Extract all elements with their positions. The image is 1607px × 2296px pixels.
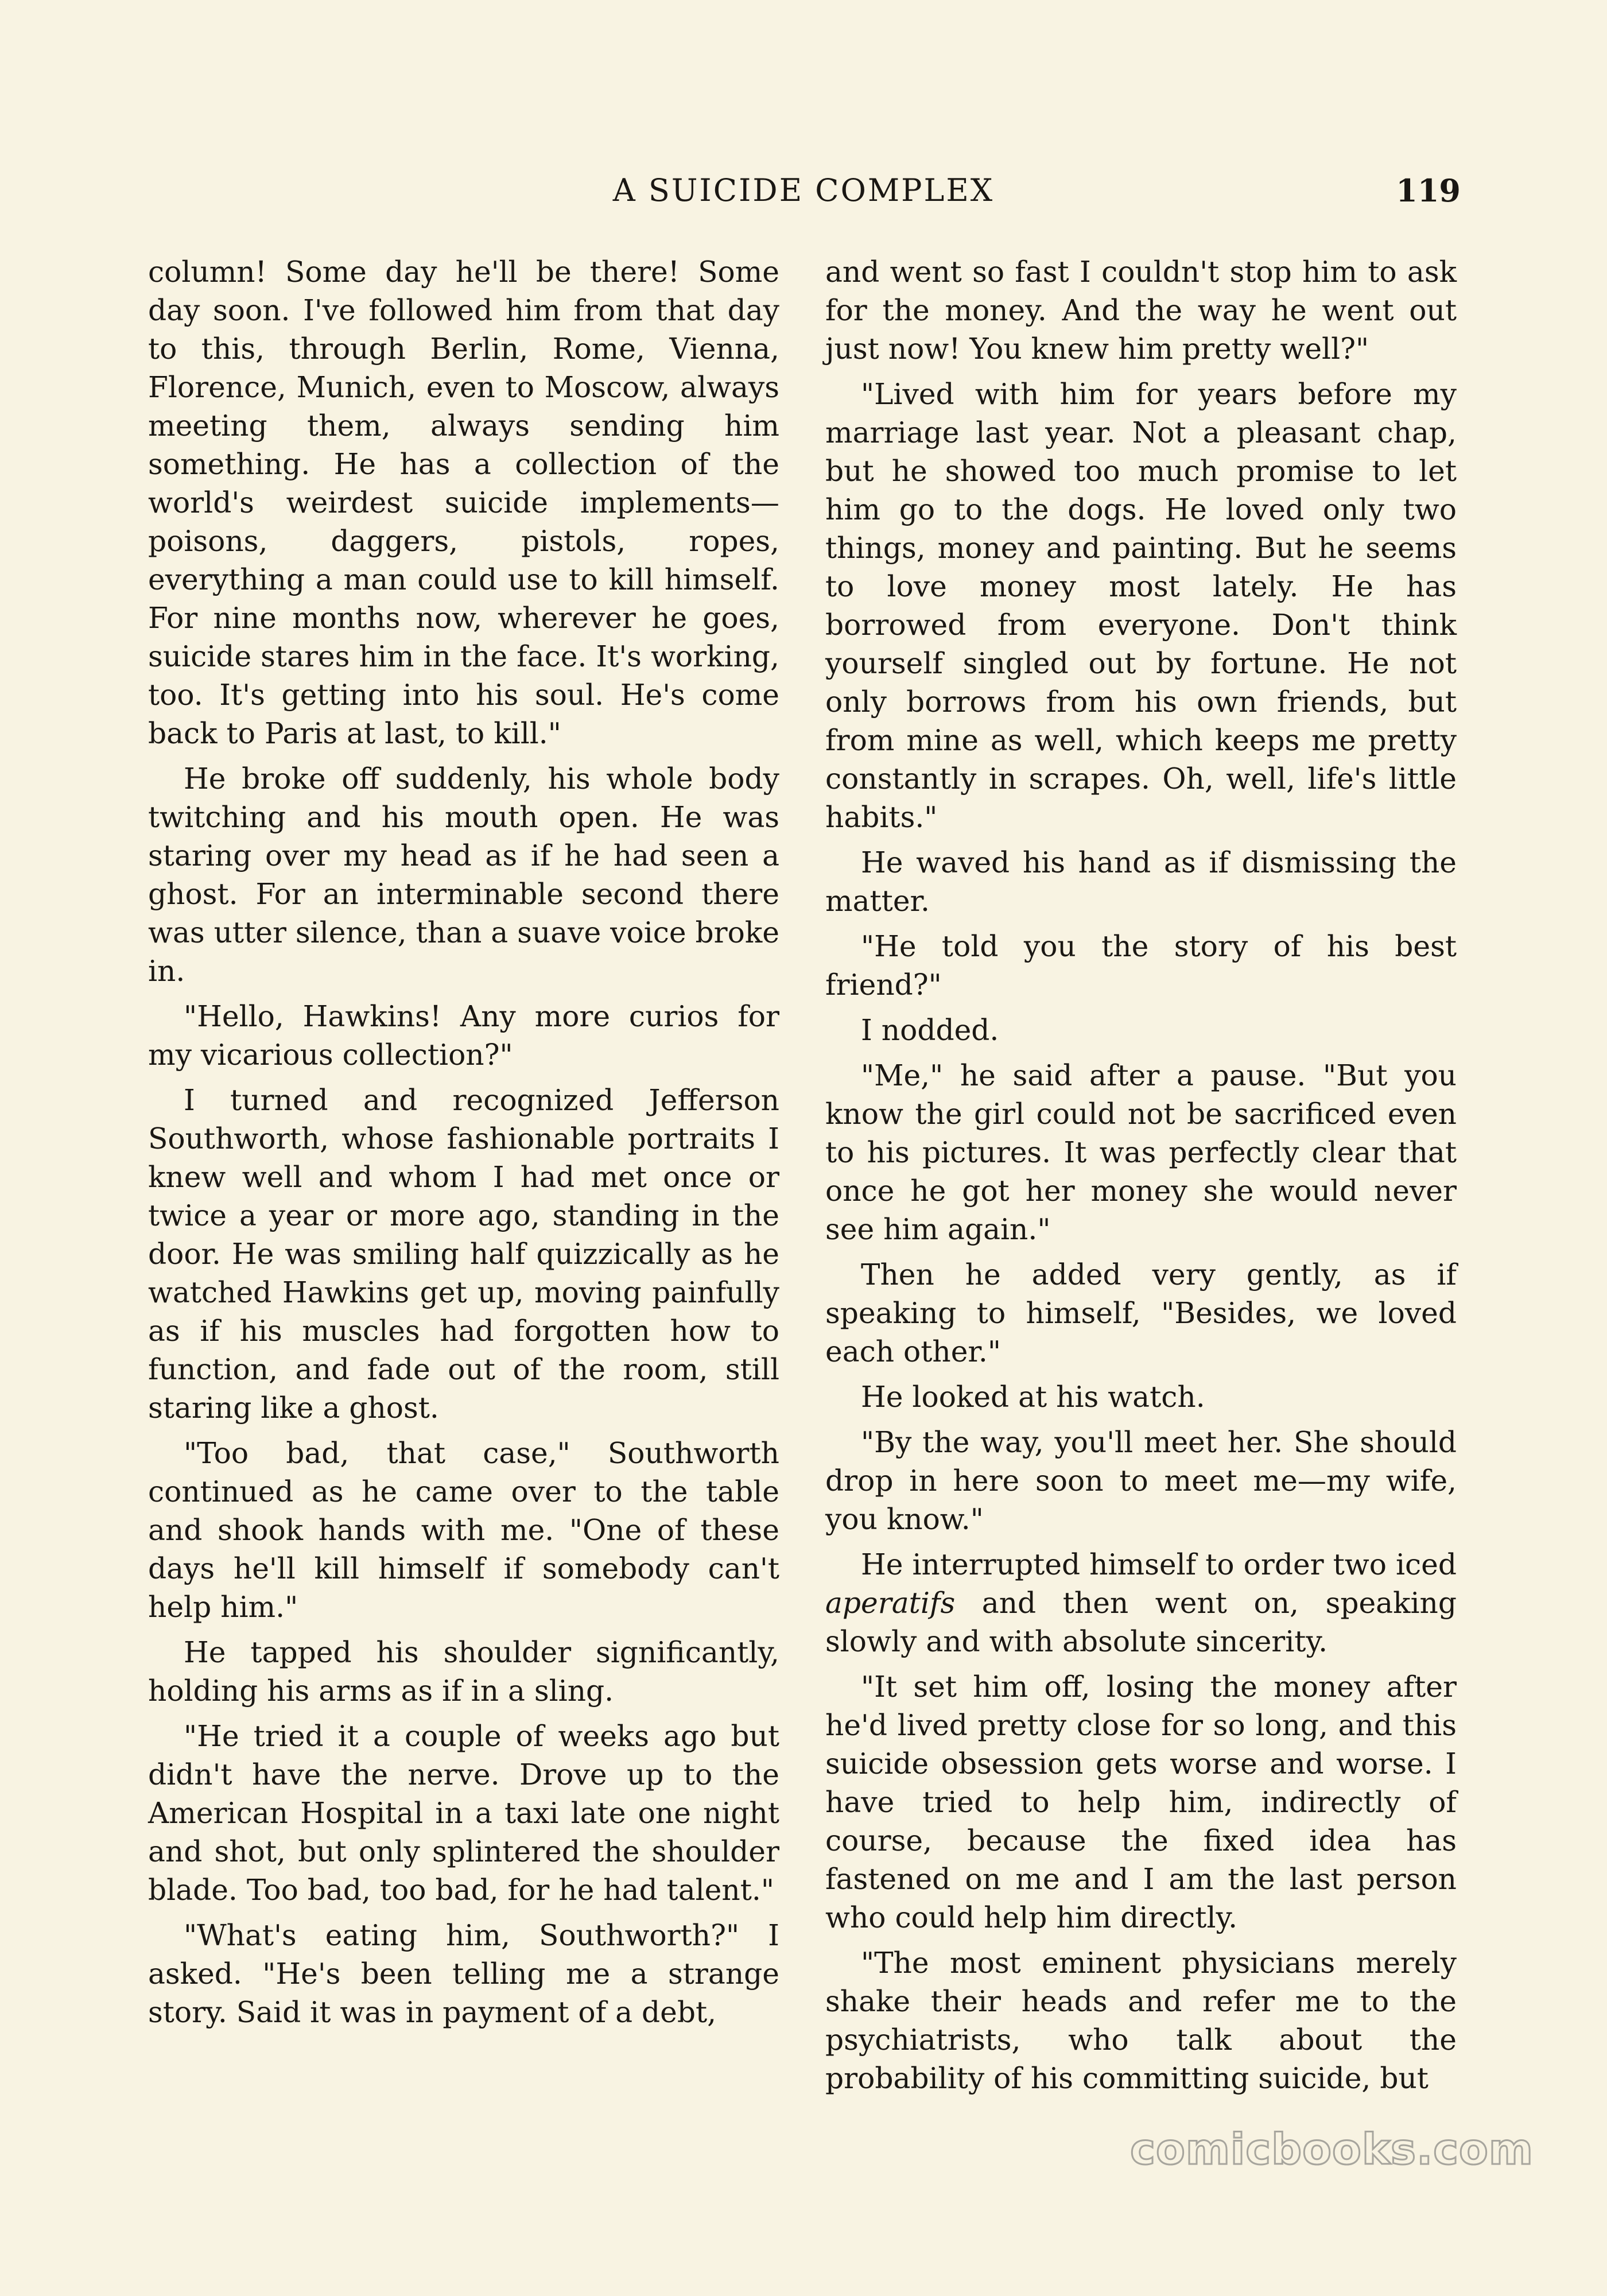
paragraph: "Me," he said after a pause. "But you know the girl could not be sacrificed even to his pictures. It was perfectly clear that once he got her money she would never see him again."	[825, 1058, 1457, 1246]
page-number: 119	[1396, 172, 1461, 209]
paragraph: "He told you the story of his best friend?"	[825, 929, 1457, 1002]
paragraph: I turned and recognized Jefferson Southworth, whose fashionable portraits I knew well and whom I had met once or twice a year or more ago, standing in the door. He was smiling half quizzically as he watched Hawkins get up, moving painfully as if his muscles had forgotten how to function, and fade out of the room, still staring like a ghost.	[148, 1083, 779, 1425]
paragraph: "He tried it a couple of weeks ago but didn't have the nerve. Drove up to the American Hospital in a taxi late one night and shot, but only splintered the shoulder blade. Too bad, too bad, for he had talent."	[148, 1719, 779, 1907]
paragraph: "What's eating him, Southworth?" I asked. "He's been telling me a strange story. Said it was in payment of a debt,	[148, 1918, 779, 2029]
paragraph	[825, 1545, 1457, 1661]
paragraph: "Lived with him for years before my marriage last year. Not a pleasant chap, but he showed too much promise to let him go to the dogs. He loved only two things, money and painting. But he seems to love money most lately. He has borrowed from everyone. Don't think yourself singled out by fortune. He not only borrows from his own friends, but from mine as well, which keeps me pretty constantly in scrapes. Oh, well, life's little habits."	[825, 377, 1457, 834]
watermark-logo: comicbooks.com	[1130, 2125, 1534, 2174]
page-header	[146, 168, 1461, 219]
paragraph: "By the way, you'll meet her. She should drop in here soon to meet me—my wife, you know."	[825, 1425, 1457, 1536]
paragraph: "It set him off, losing the money after he'd lived pretty close for so long, and this suicide obsession gets worse and worse. I have tried to help him, indirectly of course, because the fixed idea has fastened on me and I am the last person who could help him directly.	[825, 1670, 1457, 1934]
paragraph: He waved his hand as if dismissing the matter.	[825, 846, 1457, 918]
right-column	[825, 253, 1457, 2104]
paragraph: "The most eminent physicians merely shake their heads and refer me to the psychiatrists, who talk about the probability of his committing suicide, but	[825, 1946, 1457, 2095]
paragraph: He tapped his shoulder significantly, holding his arms as if in a sling.	[148, 1635, 779, 1708]
paragraph: Then he added very gently, as if speaking to himself, "Besides, we loved each other."	[825, 1258, 1457, 1368]
italic-term: aperatifs	[825, 1586, 956, 1620]
paragraph: He looked at his watch.	[861, 1380, 1205, 1414]
paragraph-text: and then went on, speaking slowly and with absolute sincerity.	[825, 1586, 1457, 1658]
left-column	[148, 253, 779, 2038]
paragraph-text: He interrupted himself to order two iced	[861, 1548, 1457, 1581]
paragraph: "Hello, Hawkins! Any more curios for my vicarious collection?"	[148, 999, 779, 1072]
paragraph: "Too bad, that case," Southworth continued as he came over to the table and shook hands with me. "One of these days he'll kill himself if somebody can't help him."	[148, 1436, 779, 1624]
running-title: A SUICIDE COMPLEX	[612, 172, 995, 208]
paragraph: and went so fast I couldn't stop him to ask for the money. And the way he went out just now! You knew him pretty well?"	[825, 255, 1457, 366]
paragraph: column! Some day he'll be there! Some day soon. I've followed him from that day to this, through Berlin, Rome, Vienna, Florence, Munich, even to Moscow, always meeting them, always sending him something. He has a collection of the world's weirdest suicide implements—poisons, daggers, pistols, ropes, everything a man could use to kill himself. For nine months now, wherever he goes, suicide stares him in the face. It's working, too. It's getting into his soul. He's come back to Paris at last, to kill."	[148, 255, 779, 750]
paragraph: I nodded.	[861, 1013, 999, 1047]
paragraph: He broke off suddenly, his whole body twitching and his mouth open. He was staring over my head as if he had seen a ghost. For an interminable second there was utter silence, than a suave voice broke in.	[148, 762, 779, 988]
